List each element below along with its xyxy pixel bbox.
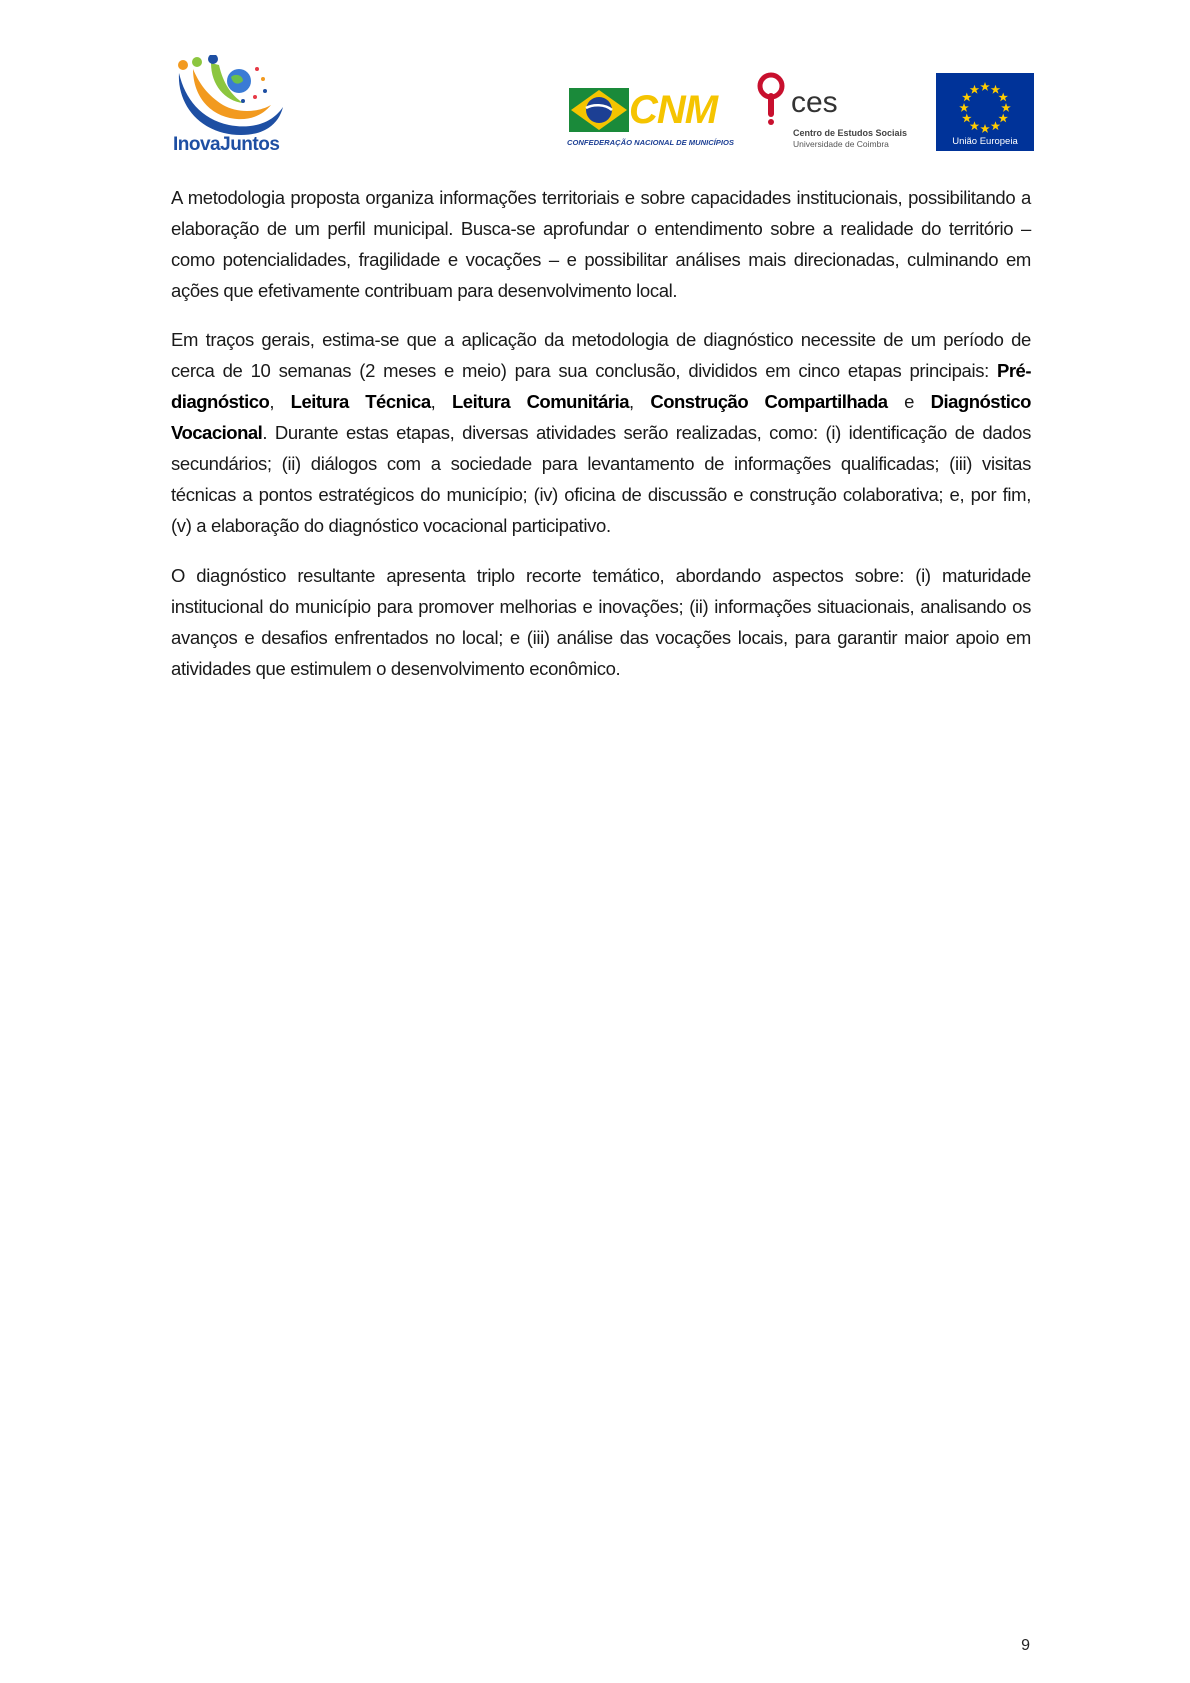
ces-logo — [757, 70, 907, 152]
eu-label: União Europeia — [952, 136, 1018, 147]
inova-juntos-wordmark: InovaJuntos — [173, 134, 280, 155]
ces-name: Centro de Estudos Sociais — [793, 128, 908, 138]
page-number: 9 — [1021, 1637, 1030, 1654]
stage-separator: , — [269, 391, 291, 412]
stage-separator: , — [430, 391, 452, 412]
stage-pre-diagnostico: Pré-diagnóstico — [171, 360, 1031, 412]
inova-juntos-logo — [171, 55, 289, 155]
cnm-wordmark: CNM — [629, 88, 718, 132]
stage-diagnostico-vocacional: Diagnóstico Vocacional — [171, 391, 1031, 443]
ces-university: Universidade de Coimbra — [793, 139, 889, 149]
ces-wordmark: ces — [791, 86, 838, 119]
paragraph-methodology: A metodologia proposta organiza informações territoriais e sobre capacidades institucionais, possibilitando a elaboração de um perfil municipal. Busca-se aprofundar o entendimento sobre a realidade do território – como potencialidades, fragilidade e vocações – e possibilitar análises mais direcionadas, culminando em ações que efetivamente contribuam para desenvolvimento local. — [171, 187, 1031, 301]
stages-intro: Em traços gerais, estima-se que a aplicação da metodologia de diagnóstico necessite de um período de cerca de 10 semanas (2 meses e meio) para sua conclusão, divididos em cinco etapas principais: — [171, 329, 1031, 381]
stage-separator: e — [887, 391, 931, 412]
cnm-logo — [567, 82, 734, 154]
cnm-subtitle: CONFEDERAÇÃO NACIONAL DE MUNICÍPIOS — [567, 138, 734, 147]
stage-leitura-comunitaria: Leitura Comunitária — [451, 391, 629, 412]
stage-leitura-tecnica: Leitura Técnica — [290, 391, 431, 412]
paragraph-result: O diagnóstico resultante apresenta triplo recorte temático, abordando aspectos sobre: (i) maturidade institucional do município para promover melhorias e inovações; (ii) informações situacionais, analisando os avanços e desafios enfrentados no local; e (iii) análise das vocações locais, para garantir maior apoio em atividades que estimulem o desenvolvimento econômico. — [171, 565, 1031, 679]
eu-logo — [936, 73, 1034, 151]
paragraph-stages — [171, 324, 1031, 541]
stages-outro: . Durante estas etapas, diversas atividades serão realizadas, como: (i) identificação de dados secundários; (ii) diálogos com a sociedade para levantamento de informações qualificadas; (iii) visitas técnicas a pontos estratégicos do município; (iv) oficina de discussão e construção colaborativa; e, por fim, (v) a elaboração do diagnóstico vocacional participativo. — [171, 422, 1031, 536]
stage-construcao-compartilhada: Construção Compartilhada — [650, 391, 888, 412]
stage-separator: , — [629, 391, 651, 412]
